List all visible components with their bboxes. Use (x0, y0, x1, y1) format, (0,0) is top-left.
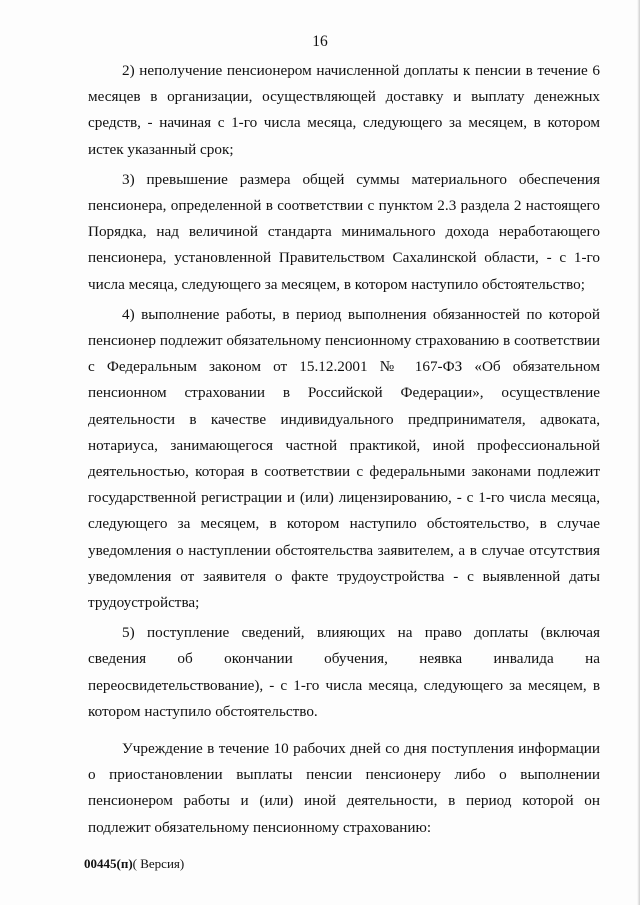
page-number: 16 (312, 33, 328, 50)
footer-version: ( Версия) (132, 856, 185, 871)
paragraph-item-4: 4) выполнение работы, в период выполнения обязанностей по которой пенсионер подлежит обязательному пенсионному страхованию в соответствии с Федеральным законом от 15.12.2001 № 167-ФЗ «Об обязательном пенсионном страховании в Российской Федерации», осуществление деятельности в качестве индивидуального предпринимателя, адвоката, нотариуса, занимающегося частной практикой, иной профессиональной деятельностью, которая в соответствии с федеральными законами подлежит государственной регистрации и (или) лицензированию, - с 1-го числа месяца, следующего за месяцем, в котором наступило обстоятельство, в случае уведомления о наступлении обстоятельства заявителем, а в случае отсутствия уведомления от заявителя о факте трудоустройства - с выявленной даты трудоустройства; (88, 305, 600, 612)
document-body (88, 58, 600, 841)
paragraph-item-2: 2) неполучение пенсионером начисленной доплаты к пенсии в течение 6 месяцев в организации, осуществляющей доставку и выплату денежных средств, - начиная с 1-го числа месяца, следующего за месяцем, в котором истек указанный срок; (88, 62, 600, 158)
paragraph-institution: Учреждение в течение 10 рабочих дней со дня поступления информации о приостановлении выплаты пенсии пенсионеру либо о выполнении пенсионером работы и (или) иной деятельности, в период которой он подлежит обязательному пенсионному страхованию: (88, 740, 600, 836)
document-footer (84, 856, 184, 872)
paragraph-item-5: 5) поступление сведений, влияющих на право доплаты (включая сведения об окончании обучения, неявка инвалида на переосвидетельствование), - с 1-го числа месяца, следующего за месяцем, в котором наступило обстоятельство. (88, 624, 600, 720)
paragraph-item-3: 3) превышение размера общей суммы материального обеспечения пенсионера, определенной в соответствии с пунктом 2.3 раздела 2 настоящего Порядка, над величиной стандарта минимального дохода неработающего пенсионера, установленной Правительством Сахалинской области, - с 1-го числа месяца, следующего за месяцем, в котором наступило обстоятельство; (88, 170, 600, 293)
footer-code: 00445(п) (84, 856, 133, 871)
